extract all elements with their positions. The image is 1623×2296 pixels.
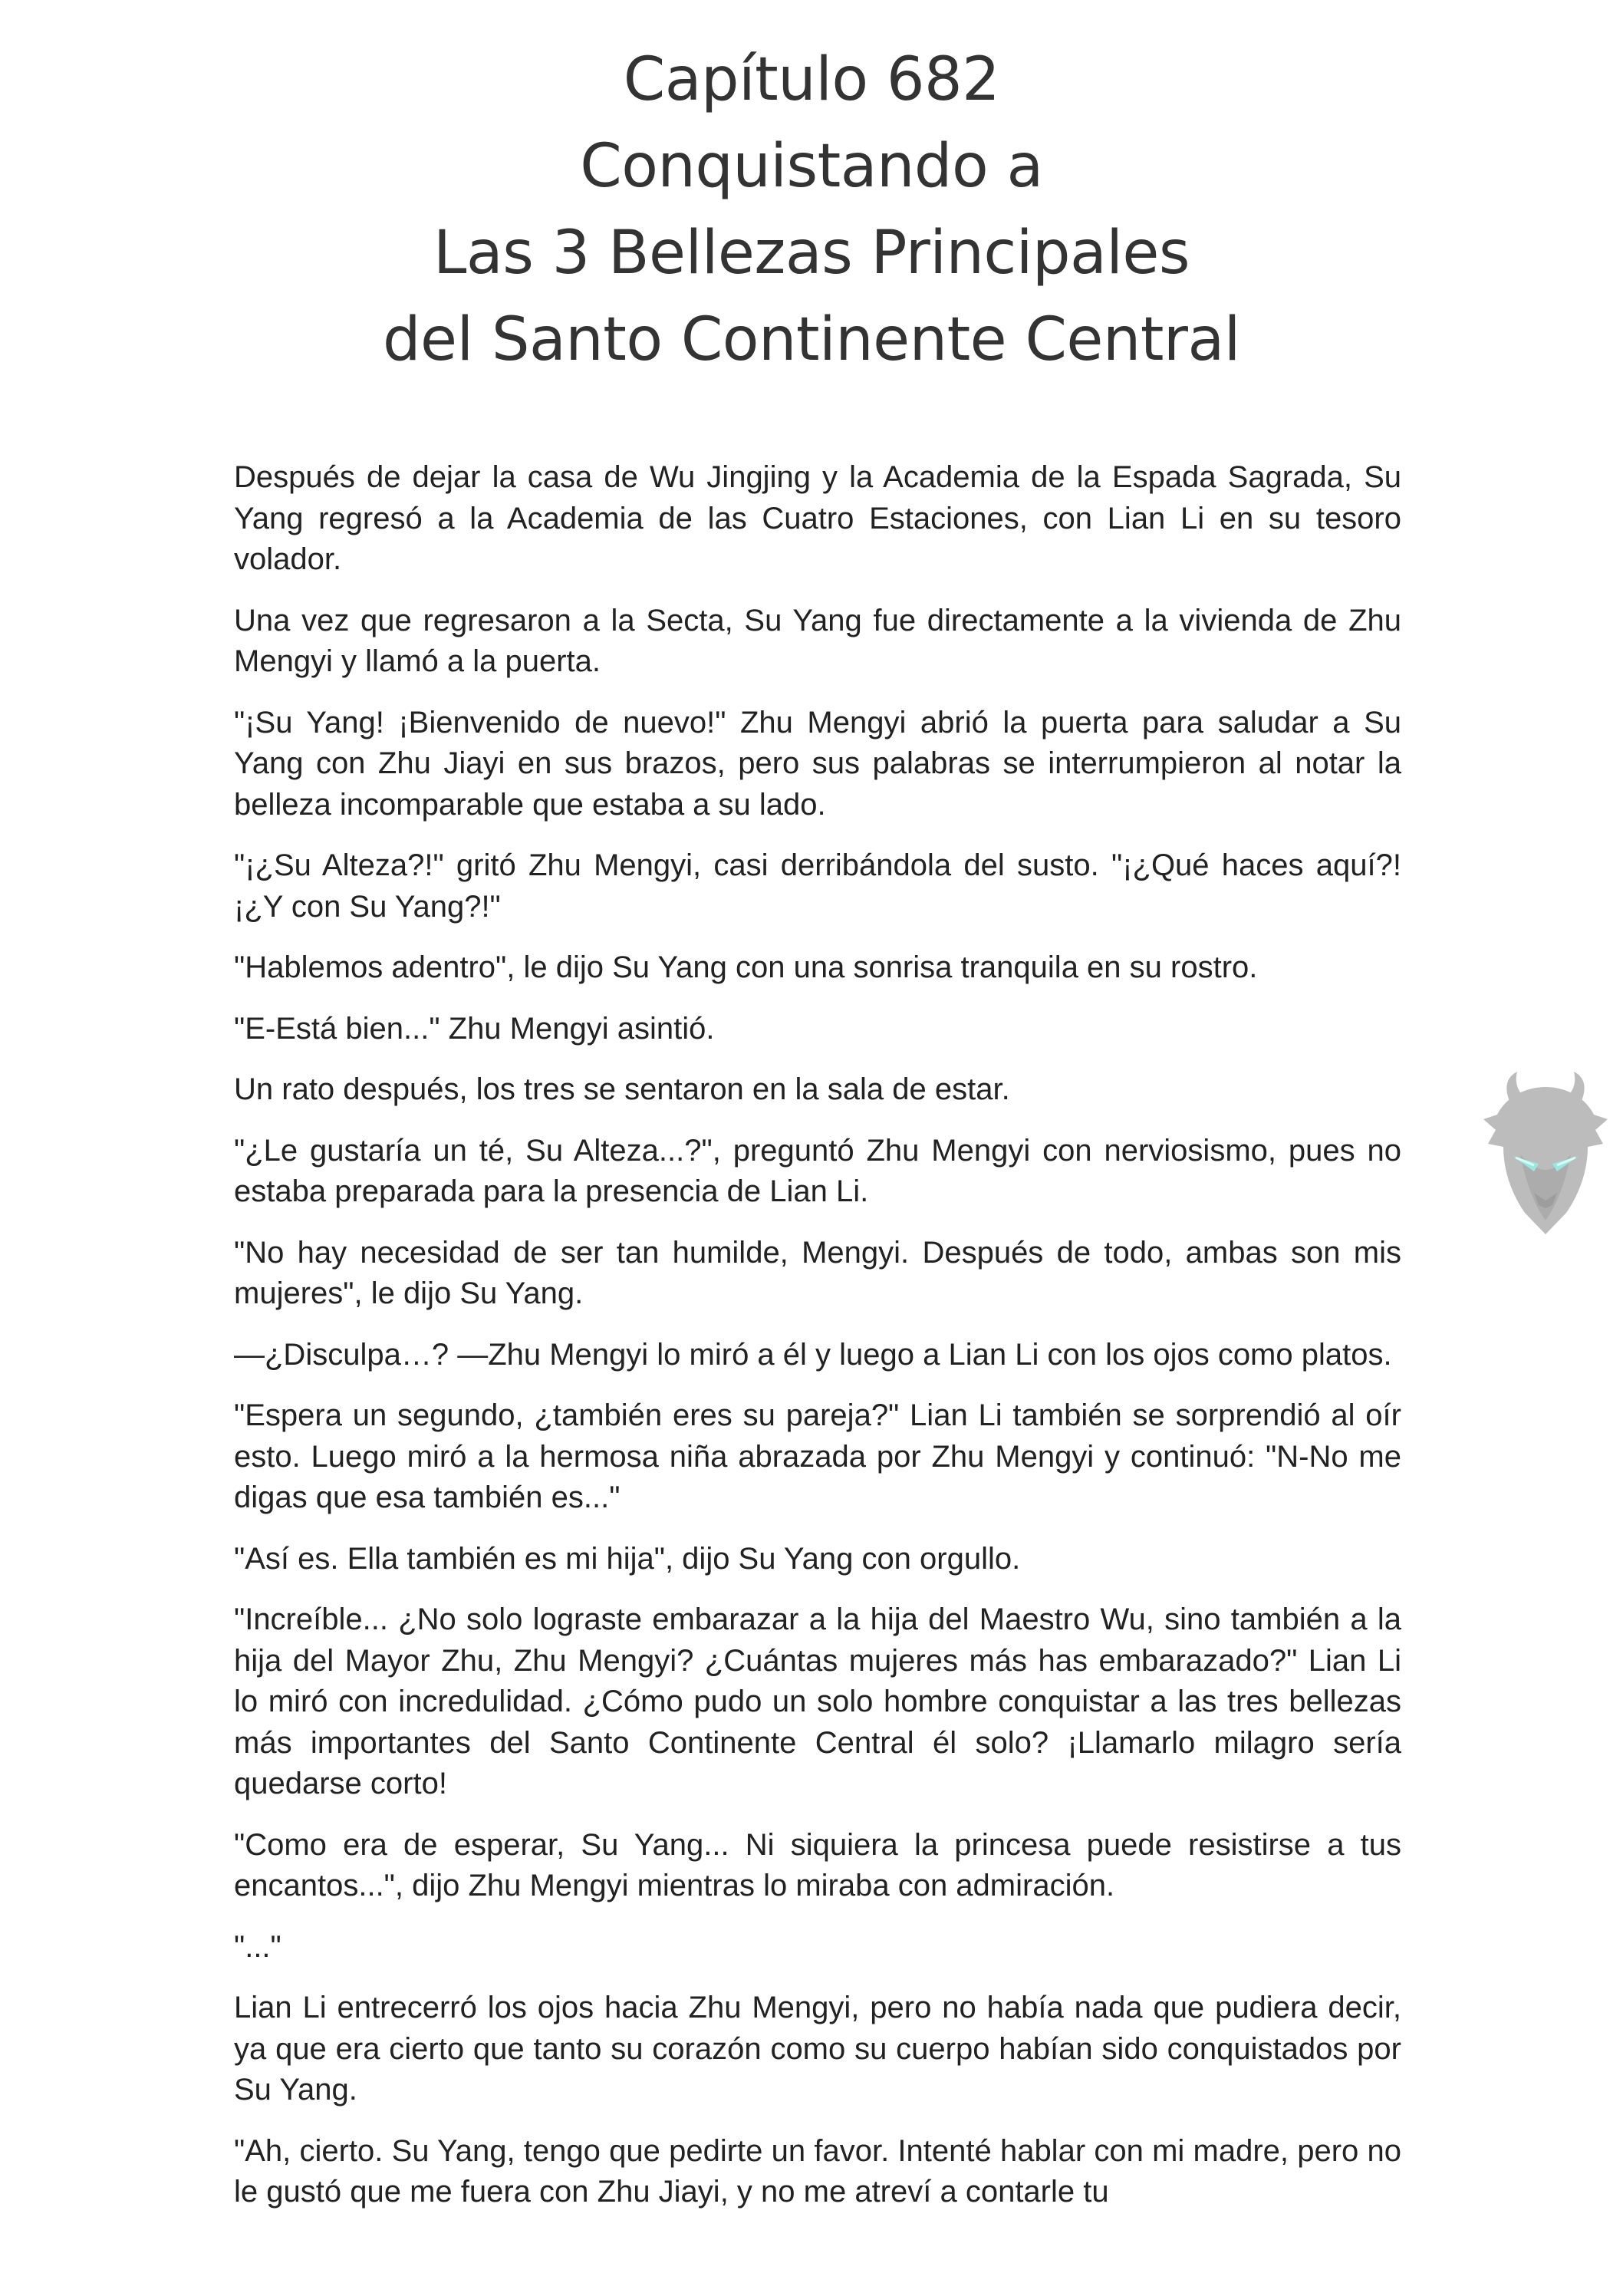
paragraph: Después de dejar la casa de Wu Jingjing y la Academia de la Espada Sagrada, Su Yang regresó a la Academia de las Cuatro Estaciones, con Lian Li en su tesoro volador. xyxy=(234,460,1401,576)
paragraph: "Espera un segundo, ¿también eres su pareja?" Lian Li también se sorprendió al oír esto. Luego miró a la hermosa niña abrazada por Zhu Mengyi y continuó: "N-No me digas que esa también es..." xyxy=(234,1398,1401,1514)
paragraph: "Ah, cierto. Su Yang, tengo que pedirte un favor. Intenté hablar con mi madre, pero no le gustó que me fuera con Zhu Jiayi, y no me atreví a contarle tu xyxy=(234,2133,1401,2209)
paragraph: "..." xyxy=(234,1929,281,1964)
paragraph: "No hay necesidad de ser tan humilde, Mengyi. Después de todo, ambas son mis mujeres", le dijo Su Yang. xyxy=(234,1235,1401,1310)
paragraph: "Así es. Ella también es mi hija", dijo Su Yang con orgullo. xyxy=(234,1541,1021,1576)
paragraph: —¿Disculpa…? —Zhu Mengyi lo miró a él y luego a Lian Li con los ojos como platos. xyxy=(234,1337,1392,1372)
paragraph: Una vez que regresaron a la Secta, Su Yang fue directamente a la vivienda de Zhu Mengyi y llamó a la puerta. xyxy=(234,603,1401,678)
paragraph: Un rato después, los tres se sentaron en la sala de estar. xyxy=(234,1072,1010,1106)
chapter-title xyxy=(0,37,1623,384)
title-line-3: Las 3 Bellezas Principales xyxy=(433,219,1190,288)
paragraph: "¡¿Su Alteza?!" gritó Zhu Mengyi, casi derribándola del susto. "¡¿Qué haces aquí?! ¡¿Y con Su Yang?!" xyxy=(234,848,1401,924)
paragraph: "E-Está bien..." Zhu Mengyi asintió. xyxy=(234,1011,715,1046)
paragraph: "Como era de esperar, Su Yang... Ni siquiera la princesa puede resistirse a tus encantos...", dijo Zhu Mengyi mientras lo miraba con admiración. xyxy=(234,1827,1401,1902)
title-line-4: del Santo Continente Central xyxy=(383,305,1240,374)
chapter-body xyxy=(234,457,1401,2213)
paragraph: "Increíble... ¿No solo lograste embarazar a la hija del Maestro Wu, sino también a la hija del Mayor Zhu, Zhu Mengyi? ¿Cuántas mujeres más has embarazado?" Lian Li lo miró con incredulidad. ¿Cómo pudo un solo hombre conquistar a las tres bellezas más importantes del Santo Continente Central él solo? ¡Llamarlo milagro sería quedarse corto! xyxy=(234,1603,1401,1800)
paragraph: "¡Su Yang! ¡Bienvenido de nuevo!" Zhu Mengyi abrió la puerta para saludar a Su Yang con Zhu Jiayi en sus brazos, pero sus palabras se interrumpieron al notar la belleza incomparable que estaba a su lado. xyxy=(234,705,1401,822)
paragraph: "Hablemos adentro", le dijo Su Yang con una sonrisa tranquila en su rostro. xyxy=(234,950,1258,984)
paragraph: "¿Le gustaría un té, Su Alteza...?", preguntó Zhu Mengyi con nerviosismo, pues no estaba preparada para la presencia de Lian Li. xyxy=(234,1133,1401,1208)
paragraph: Lian Li entrecerró los ojos hacia Zhu Mengyi, pero no había nada que pudiera decir, ya que era cierto que tanto su corazón como su cuerpo habían sido conquistados por Su Yang. xyxy=(234,1991,1401,2107)
demon-head-icon xyxy=(1473,1070,1618,1247)
title-line-2: Conquistando a xyxy=(580,132,1043,201)
title-line-1: Capítulo 682 xyxy=(623,45,1000,114)
watermark xyxy=(1473,1070,1618,1247)
